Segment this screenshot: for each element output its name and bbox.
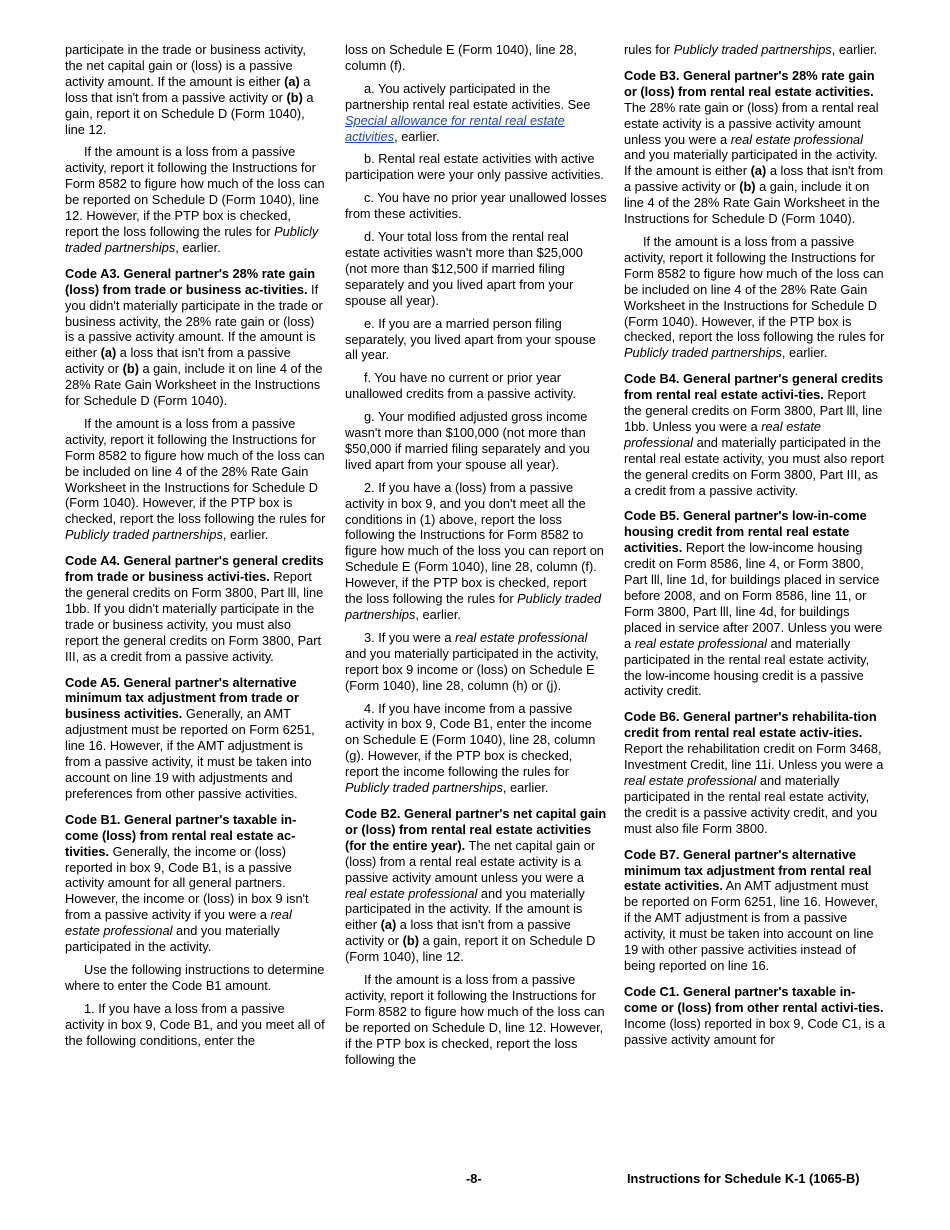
section-code-b6: Code B6. General partner's rehabilita-tion credit from rental real estate activ-ities. Report the rehabilitation credit on Form 3468, Investment Credit, line 11i. Unless you were a real estate professional and materially participated in the rental real estate activity, the credit is a passive activity credit, and you must also file Form 3800. bbox=[624, 709, 884, 836]
section-heading: Code B5. General partner's low-in-come housing credit from rental real estate activities. bbox=[624, 508, 867, 556]
section-heading: Code B4. General partner's general credits from rental real estate activi-ties. bbox=[624, 371, 884, 403]
section-heading: Code B3. General partner's 28% rate gain or (loss) from rental real estate activities. bbox=[624, 67, 875, 99]
section-code-b3: Code B3. General partner's 28% rate gain or (loss) from rental real estate activities. The 28% rate gain or (loss) from a rental real estate activity is a passive activity amount unless you were a real estate professional and you materially participated in the activity. If the amount is either (a) a loss that isn't from a passive activity or (b) a gain, include it on line 4 of the 28% Rate Gain Worksheet in the Instructions for Schedule D (Form 1040). bbox=[624, 67, 884, 227]
section-heading: Code B6. General partner's rehabilita-tion credit from rental real estate activ-ities. bbox=[624, 709, 877, 741]
section-code-b5: Code B5. General partner's low-in-come housing credit from rental real estate activities. Report the low-income housing credit on Form 8586, line 4, or Form 3800, Part lll, line 1d, for buildings placed in service before 2008, and on Form 8586, line 11, or Form 3800, Part lll, line 4d, for buildings placed in service after 2007. Unless you were a real estate professional and materially participated in the rental real estate activity, the low-income housing credit is a passive activity credit. bbox=[624, 508, 883, 699]
section-heading: Code A4. General partner's general credits from trade or business activi-ties. bbox=[65, 553, 324, 585]
special-allowance-link[interactable]: Special allowance for rental real estate activities bbox=[345, 112, 565, 144]
section-heading: Code B2. General partner's net capital gain or (loss) from rental real estate activities (for the entire year). bbox=[345, 805, 607, 853]
section-code-b7: Code B7. General partner's alternative minimum tax adjustment from rental real estate activities. An AMT adjustment must be reported on Form 6251, line 16. However, if the AMT adjustment is from a passive activity, it must be taken into account on line 19 with other passive activities instead of being reported on line 16. bbox=[624, 846, 878, 973]
section-heading: Code A3. General partner's 28% rate gain (loss) from trade or business ac-tivities. bbox=[65, 265, 316, 297]
section-code-b4: Code B4. General partner's general credits from rental real estate activi-ties. Report the general credits on Form 3800, Part lll, line 1bb. Unless you were a real estate professional and materially participated in the rental real estate activity, you must also report the general credits on Form 3800, Part III, as a credit from a passive activity. bbox=[624, 371, 885, 498]
paragraph: If the amount is a loss from a passive activity, report it following the Instructions for Form 8582 to figure how much of the loss can be reported on Schedule D, line 12. However, if the PTP box is checked, report the loss following the bbox=[345, 972, 605, 1067]
page-number: -8- bbox=[466, 1171, 482, 1186]
section-code-b2: Code B2. General partner's net capital gain or (loss) from rental real estate activities (for the entire year). The net capital gain or (loss) from a rental real estate activity is a passive activity amount unless you were a real estate professional and you materially participated in the activity. If the amount is either (a) a loss that isn't from a passive activity or (b) a gain, report it on Schedule D (Form 1040), line 12. bbox=[345, 805, 607, 965]
paragraph: If the amount is a loss from a passive activity, report it following the Instructions for Form 8582 to figure how much of the loss can be included on line 4 of the 28% Rate Gain Worksheet in the Instructions for Schedule D (Form 1040). However, if the PTP box is checked, report the loss following the rules for Publicly traded partnerships, earlier. bbox=[65, 415, 326, 543]
section-heading: Code A5. General partner's alternative minimum tax adjustment from trade or business activities. bbox=[65, 674, 299, 722]
paragraph: Use the following instructions to determine where to enter the Code B1 amount. bbox=[65, 961, 325, 993]
column-2 bbox=[345, 42, 607, 1074]
section-code-b1: Code B1. General partner's taxable in-come (loss) from rental real estate ac-tivities. Generally, the income or (loss) reported in box 9, Code B1, is a passive activity amount for all general partners. However, the income or (loss) in box 9 isn't from a passive activity if you were a real estate professional and you materially participated in the activity. bbox=[65, 811, 309, 955]
section-code-a5: Code A5. General partner's alternative minimum tax adjustment from trade or business activities. Generally, an AMT adjustment must be reported on Form 6251, line 16. However, if the AMT adjustment is from a passive activity, it must be taken into account on line 19 with adjustments and preferences from other passive activities. bbox=[65, 674, 315, 801]
section-code-c1: Code C1. General partner's taxable in-come or (loss) from other rental activi-ties. Income (loss) reported in box 9, Code C1, is a passive activity amount for bbox=[624, 983, 886, 1047]
section-heading: Code C1. General partner's taxable in-come or (loss) from other rental activi-ties. bbox=[624, 983, 884, 1015]
list-item: f. You have no current or prior year unallowed credits from a passive activity. bbox=[345, 370, 576, 402]
paragraph: participate in the trade or business activity, the net capital gain or (loss) is a passive activity amount. If the amount is either (a) a loss that isn't from a passive activity or (b) a gain, report it on Schedule D (Form 1040), line 12. bbox=[65, 42, 314, 137]
paragraph: If the amount is a loss from a passive activity, report it following the Instructions for Form 8582 to figure how much of the loss can be reported on Schedule D (Form 1040), line 12. However, if the PTP box is checked, report the loss following the rules for Publicly traded partnerships, earlier. bbox=[65, 144, 325, 255]
section-code-a4: Code A4. General partner's general credits from trade or business activi-ties. Report the general credits on Form 3800, Part lll, line 1bb. If you didn't materially participate in the trade or business activity, you must also report the general credits on Form 3800, Part III, as a credit from a passive activity. bbox=[65, 553, 324, 664]
paragraph: If the amount is a loss from a passive activity, report it following the Instructions for Form 8582 to figure how much of the loss can be included on line 4 of the 28% Rate Gain Worksheet in the Instructions for Schedule D (Form 1040). However, if the PTP box is checked, report the loss following the rules for Publicly traded partnerships, earlier. bbox=[624, 233, 885, 361]
section-heading: Code B7. General partner's alternative minimum tax adjustment from rental real estate activities. bbox=[624, 846, 872, 894]
list-item: 1. If you have a loss from a passive activity in box 9, Code B1, and you meet all of the following conditions, enter the bbox=[65, 1000, 325, 1048]
section-code-a3: Code A3. General partner's 28% rate gain (loss) from trade or business ac-tivities. If you didn't materially participate in the trade or business activity, the 28% rate gain or (loss) is a passive activity amount. If the amount is either (a) a loss that isn't from a passive activity or (b) a gain, include it on line 4 of the 28% Rate Gain Worksheet in the Instructions for Schedule D (Form 1040). bbox=[65, 265, 323, 409]
section-heading: Code B1. General partner's taxable in-come (loss) from rental real estate ac-tivities. bbox=[65, 811, 297, 859]
list-item: b. Rental real estate activities with active participation were your only passive activities. bbox=[345, 151, 604, 183]
column-3 bbox=[624, 42, 886, 1054]
list-item: g. Your modified adjusted gross income wasn't more than $100,000 (not more than $50,000 if married filing separately and you lived apart from your spouse all year). bbox=[345, 409, 590, 472]
column-1 bbox=[65, 42, 327, 1055]
list-item: a. You actively participated in the partnership rental real estate activities. See Special allowance for rental real estate activities, earlier. bbox=[345, 80, 591, 144]
footer-title: Instructions for Schedule K-1 (1065-B) bbox=[627, 1171, 860, 1186]
list-item: 2. If you have a (loss) from a passive activity in box 9, and you don't meet all the conditions in (1) above, report the loss following the Instructions for Form 8582 to figure how much of the loss you can report on Schedule E (Form 1040), line 28, column (f). However, if the PTP box is checked, report the loss following the rules for Publicly traded partnerships, earlier. bbox=[345, 479, 604, 622]
paragraph: rules for Publicly traded partnerships, earlier. bbox=[624, 42, 878, 57]
list-item: 3. If you were a real estate professional and you materially participated in the activity, report box 9 income or (loss) on Schedule E (Form 1040), line 28, column (h) or (j). bbox=[345, 629, 599, 693]
list-item: 4. If you have income from a passive activity in box 9, Code B1, enter the income on Schedule E (Form 1040), line 28, column (g). However, if the PTP box is checked, report the income following the rules for Publicly traded partnerships, earlier. bbox=[345, 700, 596, 796]
list-item: c. You have no prior year unallowed losses from these activities. bbox=[345, 190, 607, 222]
list-item: e. If you are a married person filing separately, you lived apart from your spouse all year. bbox=[345, 315, 596, 363]
list-item: d. Your total loss from the rental real estate activities wasn't more than $25,000 (not more than $12,500 if married filing separately and you lived apart from your spouse all year). bbox=[345, 229, 583, 308]
paragraph: loss on Schedule E (Form 1040), line 28, column (f). bbox=[345, 42, 577, 73]
